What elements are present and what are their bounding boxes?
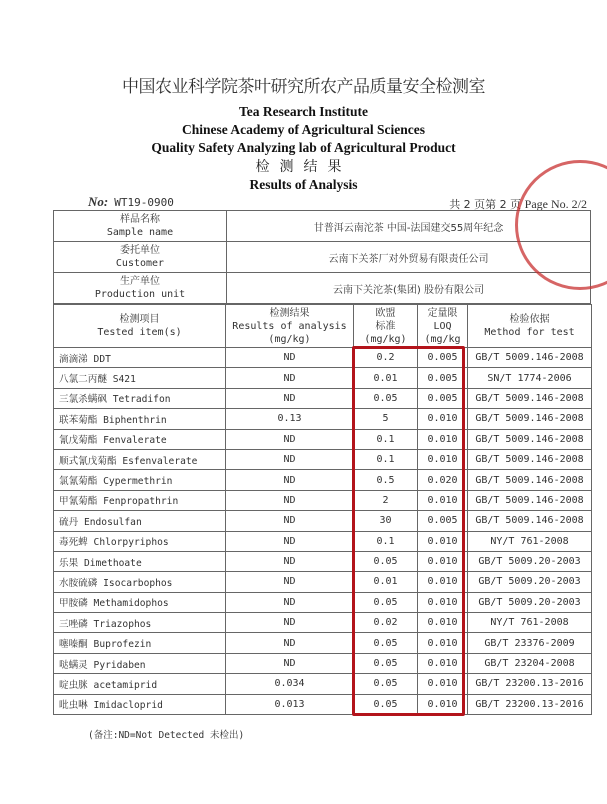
table-row	[54, 511, 592, 531]
table-row	[54, 409, 592, 429]
loq-cell: 0.010	[418, 592, 468, 612]
info-row-production	[54, 273, 591, 304]
table-row	[54, 592, 592, 612]
h-cn: 标准	[375, 320, 396, 332]
eu-standard-cell: 0.1	[354, 531, 418, 551]
label-en: Production unit	[94, 289, 186, 300]
result-cell: ND	[226, 592, 354, 612]
tested-item-cell: 噻嗪酮 Buprofezin	[54, 633, 226, 653]
tested-item-cell: 氰戊菊酯 Fenvalerate	[54, 429, 226, 449]
header-eu-standard	[354, 305, 418, 348]
method-cell: GB/T 5009.146-2008	[468, 470, 592, 490]
h-cn: 检测结果	[269, 307, 310, 319]
table-row	[54, 368, 592, 388]
result-cell: 0.034	[226, 674, 354, 694]
label-en: Sample name	[106, 227, 174, 238]
loq-cell: 0.005	[418, 368, 468, 388]
result-cell: ND	[226, 449, 354, 469]
h-cn: 定量限	[427, 307, 458, 319]
table-row	[54, 470, 592, 490]
h-en: Method for test	[484, 327, 575, 338]
eu-standard-cell: 0.5	[354, 470, 418, 490]
sample-info-table	[53, 210, 591, 304]
loq-cell: 0.010	[418, 694, 468, 714]
header-tested-item	[54, 305, 226, 348]
h-en: LOQ	[433, 320, 452, 332]
eu-standard-cell: 0.01	[354, 368, 418, 388]
eu-standard-cell: 0.2	[354, 348, 418, 368]
tested-item-cell: 甲胺磷 Methamidophos	[54, 592, 226, 612]
info-label	[54, 242, 227, 273]
header-results	[226, 305, 354, 348]
eu-standard-cell: 2	[354, 490, 418, 510]
table-row	[54, 613, 592, 633]
table-row	[54, 572, 592, 592]
info-row-customer	[54, 242, 591, 273]
result-cell: 0.013	[226, 694, 354, 714]
info-value: 甘普洱云南沱茶 中国-法国建交55周年纪念	[227, 211, 591, 242]
method-cell: GB/T 23200.13-2016	[468, 674, 592, 694]
method-cell: GB/T 5009.146-2008	[468, 429, 592, 449]
label-en: Customer	[115, 258, 165, 269]
result-cell: ND	[226, 572, 354, 592]
loq-cell: 0.010	[418, 572, 468, 592]
result-cell: ND	[226, 613, 354, 633]
result-cell: ND	[226, 511, 354, 531]
loq-cell: 0.010	[418, 653, 468, 673]
result-cell: ND	[226, 490, 354, 510]
header-loq	[418, 305, 468, 348]
h-unit: (mg/kg	[424, 333, 461, 345]
page-cn: 共 2 页第 2 页	[449, 198, 522, 211]
result-cell: ND	[226, 653, 354, 673]
tested-item-cell: 啶虫脒 acetamiprid	[54, 674, 226, 694]
tested-item-cell: 氯氰菊酯 Cypermethrin	[54, 470, 226, 490]
tested-item-cell: 哒螨灵 Pyridaben	[54, 653, 226, 673]
method-cell: GB/T 5009.146-2008	[468, 449, 592, 469]
loq-cell: 0.010	[418, 551, 468, 571]
method-cell: GB/T 5009.20-2003	[468, 572, 592, 592]
eu-standard-cell: 0.05	[354, 592, 418, 612]
report-title-cn: 检测结果	[255, 159, 352, 175]
label-cn: 样品名称	[120, 214, 160, 225]
academy-name: Chinese Academy of Agricultural Sciences	[182, 122, 425, 137]
loq-cell: 0.010	[418, 633, 468, 653]
tested-item-cell: 三氯杀螨砜 Tetradifon	[54, 388, 226, 408]
method-cell: GB/T 5009.146-2008	[468, 409, 592, 429]
loq-cell: 0.010	[418, 429, 468, 449]
table-row	[54, 674, 592, 694]
table-row	[54, 694, 592, 714]
eu-standard-highlight-box	[352, 346, 465, 716]
h-unit: (mg/kg)	[364, 333, 407, 345]
method-cell: SN/T 1774-2006	[468, 368, 592, 388]
loq-cell: 0.005	[418, 348, 468, 368]
loq-cell: 0.010	[418, 409, 468, 429]
method-cell: GB/T 5009.146-2008	[468, 490, 592, 510]
eu-standard-cell: 0.05	[354, 653, 418, 673]
label-cn: 委托单位	[120, 245, 160, 256]
info-row-sample	[54, 211, 591, 242]
eu-standard-cell: 0.05	[354, 551, 418, 571]
h-cn: 检测项目	[119, 314, 160, 325]
results-body	[54, 348, 592, 715]
loq-cell: 0.005	[418, 388, 468, 408]
page-en: Page No. 2/2	[524, 197, 587, 211]
footnote: (备注:ND=Not Detected 未检出)	[88, 730, 245, 741]
loq-cell: 0.010	[418, 613, 468, 633]
tested-item-cell: 吡虫啉 Imidacloprid	[54, 694, 226, 714]
result-cell: ND	[226, 633, 354, 653]
eu-standard-cell: 0.05	[354, 388, 418, 408]
method-cell: GB/T 5009.20-2003	[468, 551, 592, 571]
eu-standard-cell: 0.05	[354, 694, 418, 714]
tested-item-cell: 甲氰菊酯 Fenpropathrin	[54, 490, 226, 510]
eu-standard-cell: 0.05	[354, 633, 418, 653]
eu-standard-cell: 0.1	[354, 429, 418, 449]
table-row	[54, 429, 592, 449]
method-cell: GB/T 5009.146-2008	[468, 348, 592, 368]
report-number-value: WT19-0900	[114, 196, 174, 209]
method-cell: GB/T 5009.146-2008	[468, 388, 592, 408]
result-cell: 0.13	[226, 409, 354, 429]
result-cell: ND	[226, 551, 354, 571]
method-cell: GB/T 23204-2008	[468, 653, 592, 673]
info-value: 云南下关茶厂对外贸易有限责任公司	[227, 242, 591, 273]
h-en: Results of analysis	[232, 320, 347, 332]
result-cell: ND	[226, 348, 354, 368]
tested-item-cell: 顺式氰戊菊酯 Esfenvalerate	[54, 449, 226, 469]
method-cell: GB/T 23200.13-2016	[468, 694, 592, 714]
method-cell: NY/T 761-2008	[468, 613, 592, 633]
tested-item-cell: 硫丹 Endosulfan	[54, 511, 226, 531]
result-cell: ND	[226, 531, 354, 551]
method-cell: GB/T 5009.146-2008	[468, 511, 592, 531]
tested-item-cell: 三唑磷 Triazophos	[54, 613, 226, 633]
eu-standard-cell: 0.05	[354, 674, 418, 694]
h-unit: (mg/kg)	[268, 333, 311, 345]
table-row	[54, 653, 592, 673]
table-row	[54, 633, 592, 653]
info-label	[54, 211, 227, 242]
report-number	[88, 194, 174, 210]
info-label	[54, 273, 227, 304]
report-title-en: Results of Analysis	[249, 177, 358, 192]
eu-standard-cell: 5	[354, 409, 418, 429]
loq-cell: 0.020	[418, 470, 468, 490]
h-en: Tested item(s)	[97, 327, 182, 338]
loq-cell: 0.010	[418, 449, 468, 469]
loq-cell: 0.010	[418, 674, 468, 694]
results-table	[53, 304, 592, 715]
eu-standard-cell: 0.01	[354, 572, 418, 592]
header-method	[468, 305, 592, 348]
loq-cell: 0.010	[418, 531, 468, 551]
label-cn: 生产单位	[120, 276, 160, 287]
institute-name: Tea Research Institute	[239, 104, 368, 119]
tested-item-cell: 乐果 Dimethoate	[54, 551, 226, 571]
method-cell: GB/T 5009.20-2003	[468, 592, 592, 612]
eu-standard-cell: 0.1	[354, 449, 418, 469]
table-row	[54, 490, 592, 510]
report-number-label: No:	[88, 194, 109, 209]
table-row	[54, 551, 592, 571]
tested-item-cell: 滴滴涕 DDT	[54, 348, 226, 368]
h-cn: 检验依据	[509, 314, 550, 325]
tested-item-cell: 水胺硫磷 Isocarbophos	[54, 572, 226, 592]
table-row	[54, 531, 592, 551]
h-cn: 欧盟	[375, 307, 396, 319]
result-cell: ND	[226, 429, 354, 449]
result-cell: ND	[226, 470, 354, 490]
tested-item-cell: 毒死蜱 Chlorpyriphos	[54, 531, 226, 551]
table-row	[54, 388, 592, 408]
method-cell: NY/T 761-2008	[468, 531, 592, 551]
lab-name-en: Quality Safety Analyzing lab of Agricultural Product	[151, 140, 456, 155]
loq-cell: 0.010	[418, 490, 468, 510]
table-row	[54, 348, 592, 368]
result-cell: ND	[226, 388, 354, 408]
eu-standard-cell: 30	[354, 511, 418, 531]
lab-name-cn: 中国农业科学院茶叶研究所农产品质量安全检测室	[122, 77, 485, 97]
result-cell: ND	[226, 368, 354, 388]
table-row	[54, 449, 592, 469]
method-cell: GB/T 23376-2009	[468, 633, 592, 653]
tested-item-cell: 联苯菊酯 Biphenthrin	[54, 409, 226, 429]
results-header-row	[54, 305, 592, 348]
tested-item-cell: 八氯二丙醚 S421	[54, 368, 226, 388]
info-value: 云南下关沱茶(集团) 股份有限公司	[227, 273, 591, 304]
loq-cell: 0.005	[418, 511, 468, 531]
eu-standard-cell: 0.02	[354, 613, 418, 633]
